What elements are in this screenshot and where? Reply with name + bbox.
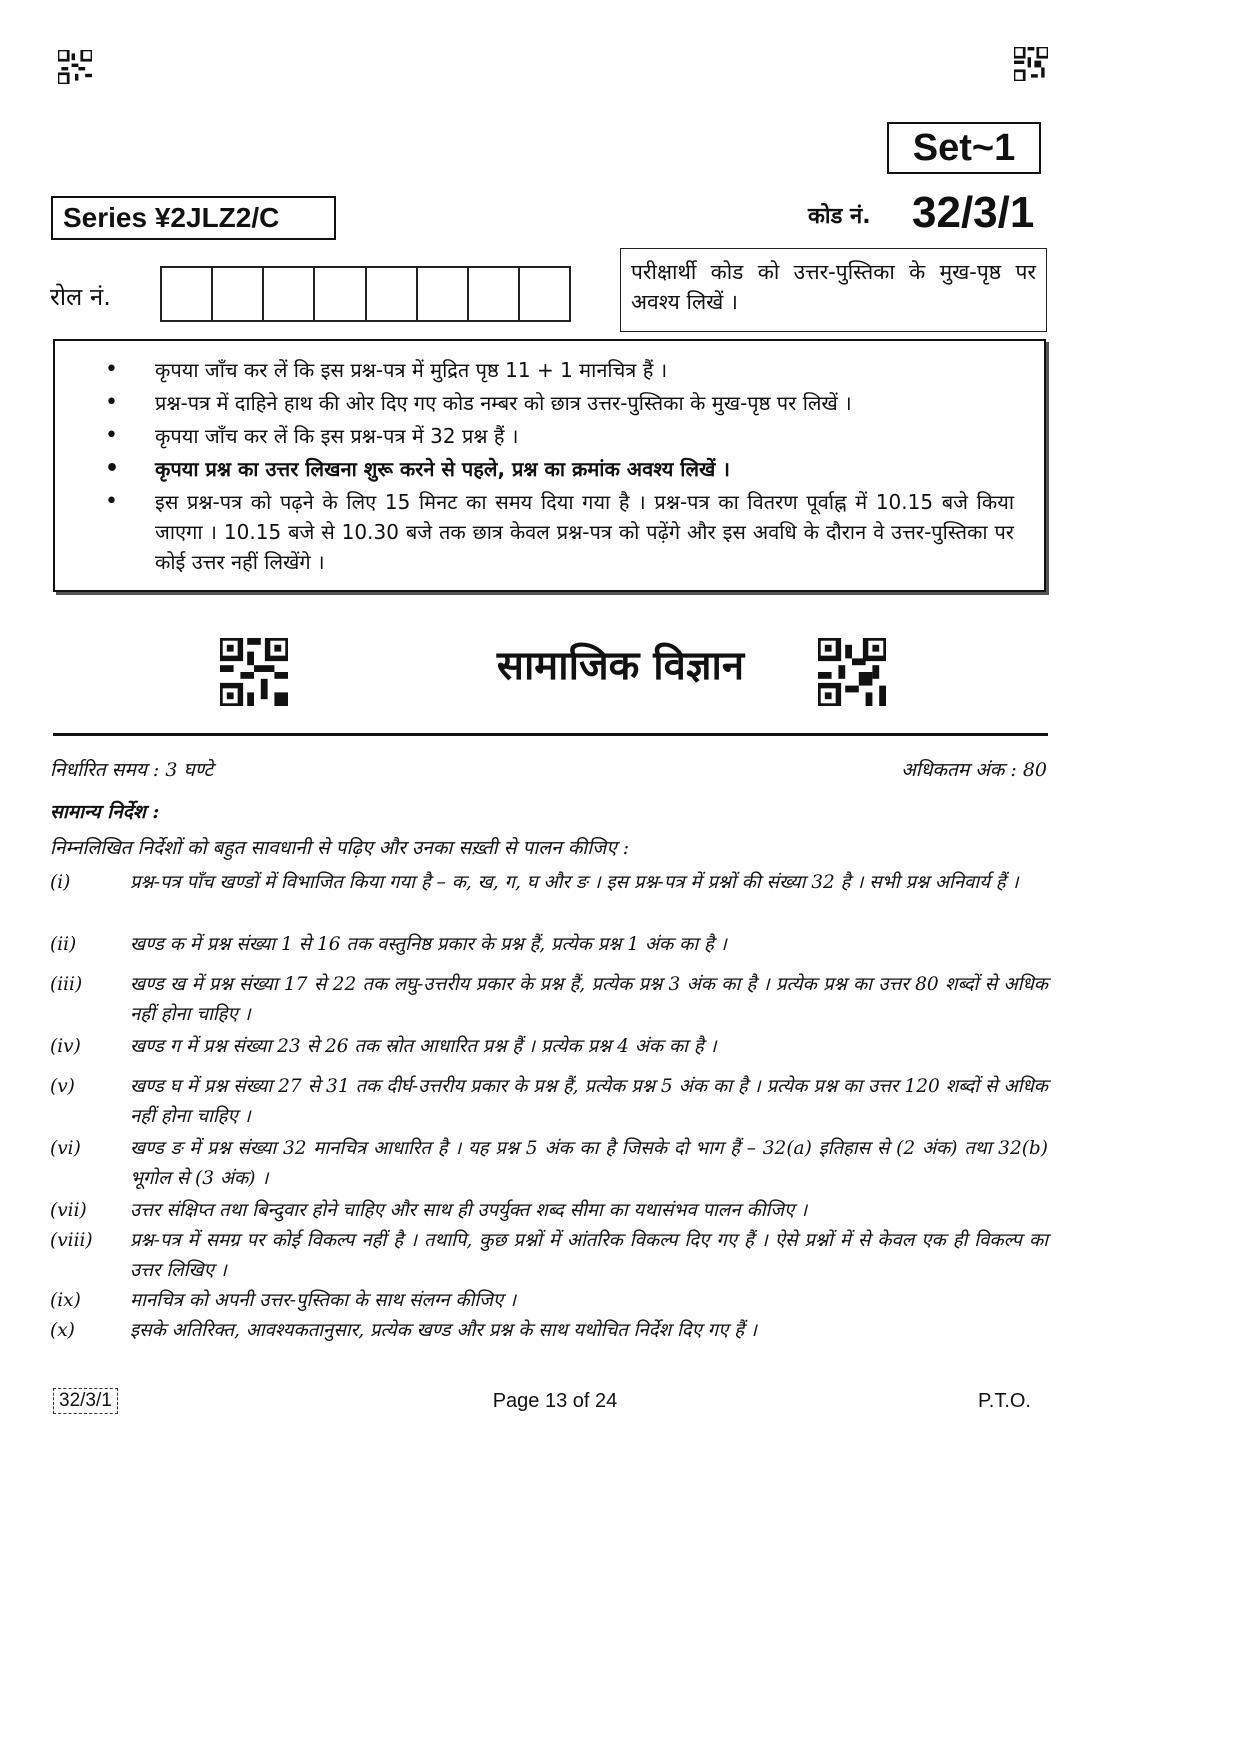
instruction-number: (i) <box>50 872 71 893</box>
roll-number-cell[interactable] <box>367 268 418 320</box>
checklist <box>85 355 1014 577</box>
set-label: Set~1 <box>887 122 1041 174</box>
roll-number-cell[interactable] <box>418 268 469 320</box>
checklist-box <box>53 339 1046 592</box>
qr-code-icon <box>1014 47 1048 81</box>
checklist-item: • कृपया प्रश्न का उत्तर लिखना शुरू करने से पहले, प्रश्न का क्रमांक अवश्य लिखें । <box>85 454 1014 484</box>
pto-label: P.T.O. <box>978 1390 1031 1412</box>
instruction-number: (vi) <box>50 1138 81 1159</box>
instruction-text: खण्ड ग में प्रश्न संख्या 23 से 26 तक स्रोत आधारित प्रश्न हैं । प्रत्येक प्रश्न 4 अंक का है । <box>130 1036 717 1057</box>
instruction-number: (iii) <box>50 974 83 995</box>
instruction-number: (viii) <box>50 1230 93 1251</box>
code-value: 32/3/1 <box>912 188 1035 237</box>
instruction-number: (iv) <box>50 1036 81 1057</box>
roll-number-cell[interactable] <box>520 268 569 320</box>
instruction-item <box>50 1134 1048 1194</box>
instruction-item <box>50 1072 1048 1132</box>
qr-code-icon <box>58 50 92 84</box>
instruction-text: उत्तर संक्षिप्त तथा बिन्दुवार होने चाहिए और साथ ही उपर्युक्त शब्द सीमा का यथासंभव पालन कीजिए । <box>130 1200 808 1221</box>
code-label: कोड नं. <box>808 204 871 229</box>
instruction-text: खण्ड क में प्रश्न संख्या 1 से 16 तक वस्तुनिष्ठ प्रकार के प्रश्न हैं, प्रत्येक प्रश्न 1 अंक का है । <box>130 934 727 955</box>
series-label: Series ¥2JLZ2/C <box>51 196 336 240</box>
instruction-number: (ii) <box>50 934 77 955</box>
instruction-text: खण्ड ख में प्रश्न संख्या 17 से 22 तक लघु-उत्तरीय प्रकार के प्रश्न हैं, प्रत्येक प्रश्न 3 अंक का है । प्रत्येक प्रश्न का उत्तर 80 शब्दों से अधिक नहीं होना चाहिए । <box>130 974 1048 1025</box>
roll-number-cell[interactable] <box>469 268 520 320</box>
instruction-item <box>50 868 1048 898</box>
instruction-number: (x) <box>50 1320 75 1341</box>
instruction-item <box>50 1032 1048 1062</box>
footer-code: 32/3/1 <box>53 1388 118 1414</box>
general-instructions-heading: सामान्य निर्देश : <box>50 801 160 823</box>
checklist-item: • कृपया जाँच कर लें कि इस प्रश्न-पत्र में 32 प्रश्न हैं । <box>85 421 1014 451</box>
instruction-item <box>50 1226 1048 1286</box>
max-marks: अधिकतम अंक : 80 <box>901 759 1047 781</box>
instruction-number: (v) <box>50 1076 75 1097</box>
instruction-text: मानचित्र को अपनी उत्तर-पुस्तिका के साथ संलग्न कीजिए । <box>130 1290 517 1311</box>
candidate-note: परीक्षार्थी कोड को उत्तर-पुस्तिका के मुख-पृष्ठ पर अवश्य लिखें । <box>620 248 1047 332</box>
instruction-text: प्रश्न-पत्र में समग्र पर कोई विकल्प नहीं है । तथापि, कुछ प्रश्नों में आंतरिक विकल्प दिए गए हैं । ऐसे प्रश्नों में से केवल एक ही विकल्प का उत्तर लिखिए । <box>130 1230 1048 1281</box>
instruction-text: खण्ड ङ में प्रश्न संख्या 32 मानचित्र आधारित है । यह प्रश्न 5 अंक का है जिसके दो भाग हैं – 32(a) इतिहास से (2 अंक) तथा 32(b) भूगोल से (3 अंक) । <box>130 1138 1048 1189</box>
page-number: Page 13 of 24 <box>492 1390 618 1412</box>
instruction-item <box>50 1196 1048 1226</box>
checklist-item: • प्रश्न-पत्र में दाहिने हाथ की ओर दिए गए कोड नम्बर को छात्र उत्तर-पुस्तिका के मुख-पृष्ठ पर लिखें । <box>85 388 1014 418</box>
roll-number-grid[interactable] <box>160 266 571 322</box>
instruction-number: (vii) <box>50 1200 87 1221</box>
instruction-item <box>50 1286 1048 1316</box>
instruction-number: (ix) <box>50 1290 81 1311</box>
roll-number-cell[interactable] <box>315 268 366 320</box>
checklist-item: • कृपया जाँच कर लें कि इस प्रश्न-पत्र में मुद्रित पृष्ठ 11 + 1 मानचित्र हैं । <box>85 355 1014 385</box>
divider <box>53 733 1048 736</box>
instruction-item <box>50 1316 1048 1346</box>
roll-number-cell[interactable] <box>264 268 315 320</box>
checklist-item: • इस प्रश्न-पत्र को पढ़ने के लिए 15 मिनट का समय दिया गया है । प्रश्न-पत्र का वितरण पूर्वाह्न में 10.15 बजे किया जाएगा । 10.15 बजे से 10.30 बजे तक छात्र केवल प्रश्न-पत्र को पढ़ेंगे और इस अवधि के दौरान वे उत्तर-पुस्तिका पर कोई उत्तर नहीं लिखेंगे । <box>85 487 1014 577</box>
general-instructions-intro: निम्नलिखित निर्देशों को बहुत सावधानी से पढ़िए और उनका सख़्ती से पालन कीजिए : <box>50 837 630 859</box>
subject-title: सामाजिक विज्ञान <box>496 643 745 689</box>
time-allowed: निर्धारित समय : 3 घण्टे <box>50 759 214 781</box>
roll-number-cell[interactable] <box>162 268 213 320</box>
instruction-text: खण्ड घ में प्रश्न संख्या 27 से 31 तक दीर्घ-उत्तरीय प्रकार के प्रश्न हैं, प्रत्येक प्रश्न 5 अंक का है । प्रत्येक प्रश्न का उत्तर 120 शब्दों से अधिक नहीं होना चाहिए । <box>130 1076 1048 1127</box>
qr-code-icon <box>818 638 886 706</box>
instruction-text: प्रश्न-पत्र पाँच खण्डों में विभाजित किया गया है – क, ख, ग, घ और ङ । इस प्रश्न-पत्र में प्रश्नों की संख्या 32 है । सभी प्रश्न अनिवार्य हैं । <box>130 872 1019 893</box>
roll-number-cell[interactable] <box>213 268 264 320</box>
roll-number-label: रोल नं. <box>50 283 111 311</box>
instruction-item <box>50 970 1048 1030</box>
instruction-text: इसके अतिरिक्त, आवश्यकतानुसार, प्रत्येक खण्ड और प्रश्न के साथ यथोचित निर्देश दिए गए हैं । <box>130 1320 757 1341</box>
instruction-item <box>50 930 1048 960</box>
